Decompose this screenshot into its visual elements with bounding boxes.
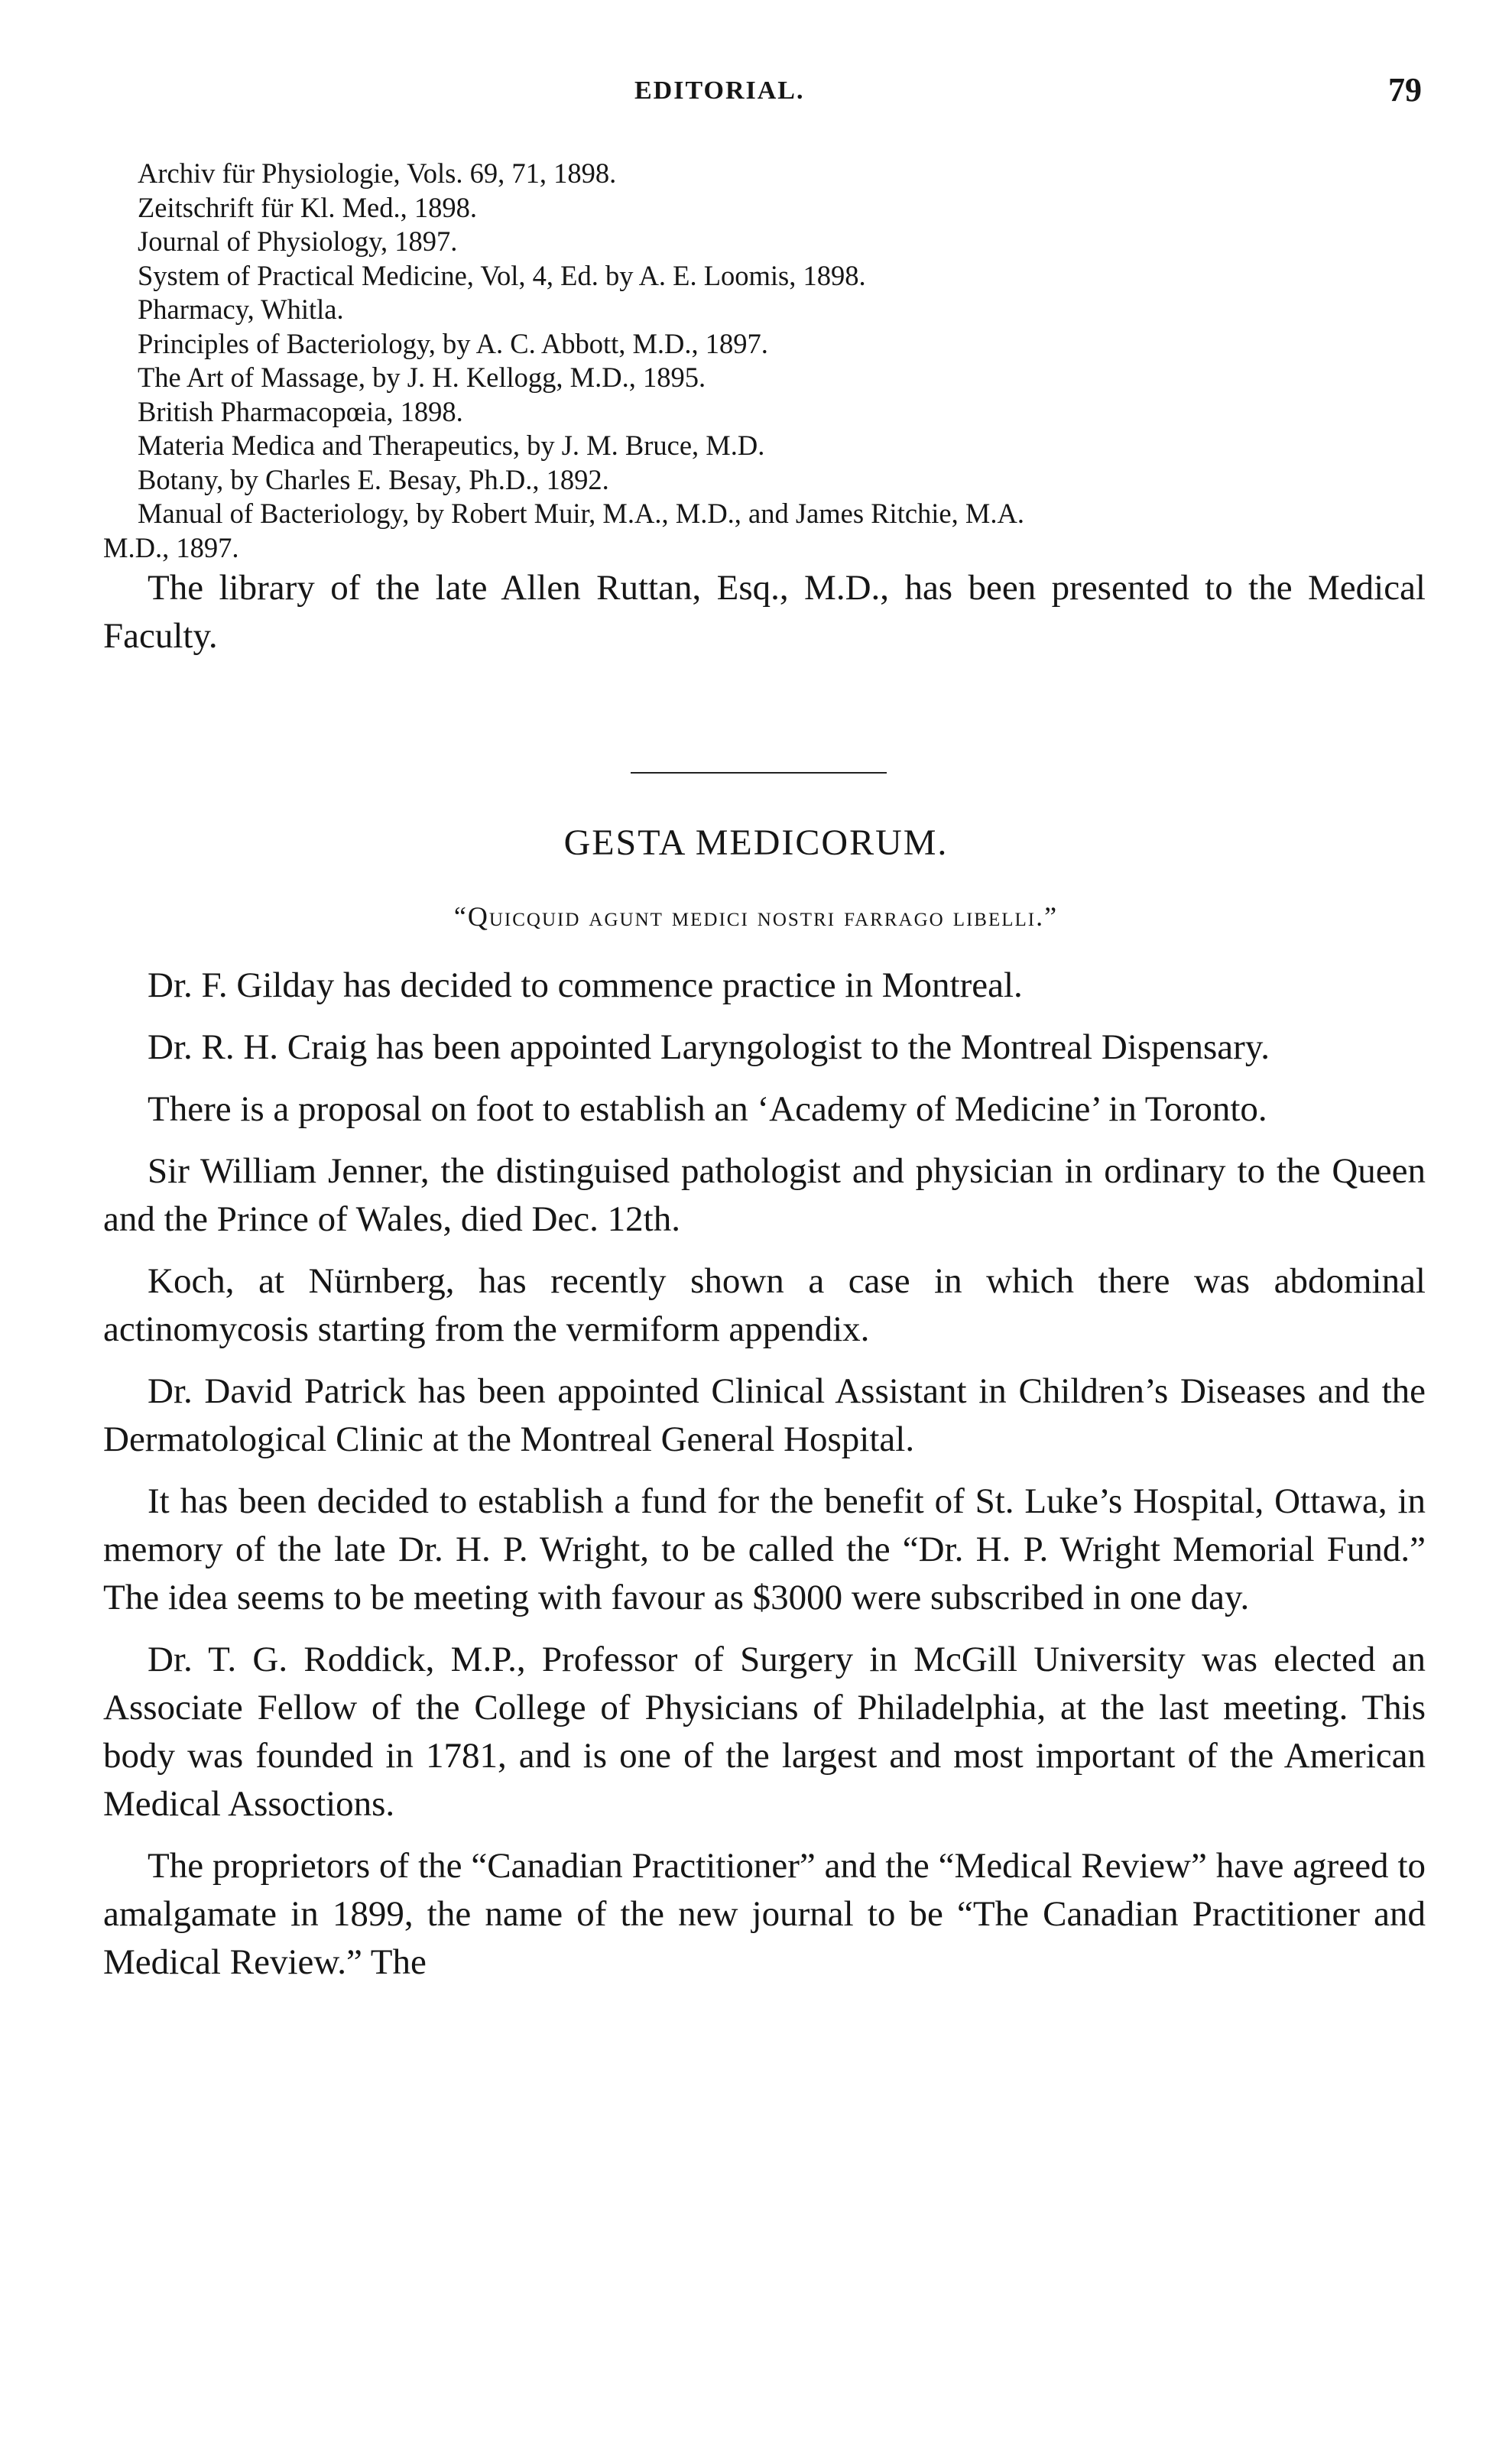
- book-list-item: Archiv für Physiologie, Vols. 69, 71, 1898.: [138, 157, 617, 189]
- news-paragraph: Dr. David Patrick has been appointed Clinical Assistant in Children’s Diseases and the Dermatological Clinic at the Montreal General Hospital.: [103, 1371, 1426, 1459]
- news-paragraph: Sir William Jenner, the distinguised pathologist and physician in ordinary to the Queen and the Prince of Wales, died Dec. 12th.: [103, 1151, 1426, 1239]
- library-note-block: [103, 564, 1426, 674]
- book-list-item: Principles of Bacteriology, by A. C. Abbott, M.D., 1897.: [138, 327, 768, 359]
- book-list-item-continuation: M.D., 1897.: [103, 531, 239, 563]
- news-items: [103, 962, 1426, 2000]
- running-header: [99, 71, 1422, 122]
- news-paragraph: Dr. T. G. Roddick, M.P., Professor of Surgery in McGill University was elected an Associate Fellow of the College of Physicians of Philadelphia, at the last meeting. This body was founded in 1781, and is one of the largest and most important of the American Medical Assoctions.: [103, 1640, 1426, 1824]
- news-paragraph: It has been decided to establish a fund for the benefit of St. Luke’s Hospital, Ottawa, in memory of the late Dr. H. P. Wright, to be called the “Dr. H. P. Wright Memorial Fund.” The idea seems to be meeting with favour as $3000 were subscribed in one day.: [103, 1481, 1426, 1617]
- section-divider: [631, 772, 887, 774]
- section-motto: “Quicquid agunt medici nostri farrago libelli.”: [453, 901, 1059, 932]
- news-paragraph: Dr. R. H. Craig has been appointed Laryngologist to the Montreal Dispensary.: [148, 1027, 1270, 1067]
- book-list-item: Pharmacy, Whitla.: [138, 294, 344, 325]
- header-title: EDITORIAL.: [634, 76, 805, 105]
- book-list-item: Botany, by Charles E. Besay, Ph.D., 1892.: [138, 463, 609, 495]
- book-list-item: British Pharmacopœia, 1898.: [138, 395, 463, 427]
- book-list: [103, 157, 1422, 565]
- book-list-item: Materia Medica and Therapeutics, by J. M. Bruce, M.D.: [138, 430, 765, 461]
- news-paragraph: There is a proposal on foot to establish an ‘Academy of Medicine’ in Toronto.: [148, 1089, 1267, 1129]
- book-list-item: The Art of Massage, by J. H. Kellogg, M.D., 1895.: [138, 362, 706, 393]
- section-title: GESTA MEDICORUM.: [563, 822, 949, 863]
- page-number: 79: [1388, 71, 1422, 109]
- book-list-item: Zeitschrift für Kl. Med., 1898.: [138, 191, 477, 223]
- book-list-item: System of Practical Medicine, Vol, 4, Ed. by A. E. Loomis, 1898.: [138, 259, 866, 291]
- book-list-item: Manual of Bacteriology, by Robert Muir, M.A., M.D., and James Ritchie, M.A.: [138, 498, 1024, 529]
- library-note: The library of the late Allen Ruttan, Esq., M.D., has been presented to the Medical Faculty.: [103, 568, 1426, 656]
- news-paragraph: Dr. F. Gilday has decided to commence practice in Montreal.: [148, 965, 1023, 1005]
- news-paragraph: The proprietors of the “Canadian Practitioner” and the “Medical Review” have agreed to amalgamate in 1899, the name of the new journal to be “The Canadian Practitioner and Medical Review.” The: [103, 1846, 1426, 1982]
- book-list-item: Journal of Physiology, 1897.: [138, 225, 458, 257]
- news-paragraph: Koch, at Nürnberg, has recently shown a case in which there was abdominal actinomycosis starting from the vermiform appendix.: [103, 1261, 1426, 1349]
